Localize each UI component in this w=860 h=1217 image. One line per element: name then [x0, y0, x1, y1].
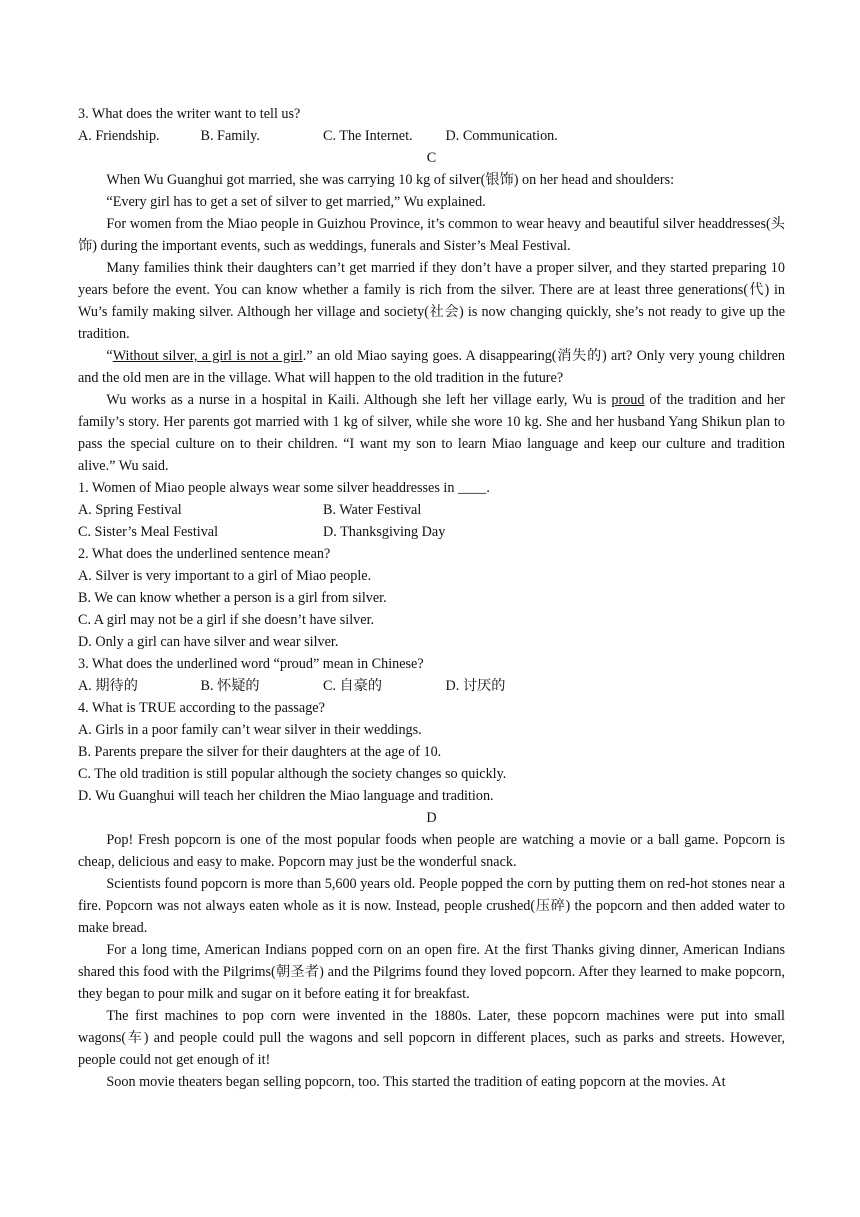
passage-d-paragraph-1: Pop! Fresh popcorn is one of the most popular foods when people are watching a movie or a ball game. Popcorn is cheap, delicious and easy to make. Popcorn may just be the wonderful snack. — [78, 832, 785, 870]
underlined-sentence: Without silver, a girl is not a girl — [112, 348, 303, 364]
passage-d-paragraph-5: Soon movie theaters began selling popcorn, too. This started the tradition of eating popcorn at the movies. At — [106, 1074, 726, 1090]
option-d: D. Only a girl can have silver and wear silver. — [78, 634, 339, 650]
paragraph-text: Wu works as a nurse in a hospital in Kaili. Although she left her village early, Wu is — [106, 392, 612, 408]
option-b: B. 怀疑的 — [200, 678, 260, 694]
option-b: B. We can know whether a person is a girl from silver. — [78, 590, 387, 606]
paragraph-text: of the tradition and her family’s story. Her parents got married with 1 kg of silver, while she wore 10 kg. She and her husband Yang Shikun plan to pass the special culture on to their children. “I want my son to learn Miao language and keep our culture and tradition alive.” Wu said. — [78, 392, 785, 474]
section-heading-c: C — [426, 150, 437, 166]
question-3-options — [78, 675, 785, 697]
option-c: C. A girl may not be a girl if she doesn’t have silver. — [78, 612, 375, 628]
passage-d-paragraph-3: For a long time, American Indians popped corn on an open fire. At the first Thanks giving dinner, American Indians shared this food with the Pilgrims(朝圣者) and the Pilgrims found they loved popcorn. After they learned to make popcorn, they began to pour milk and sugar on it before eating it for breakfast. — [78, 942, 785, 1002]
option-a: A. 期待的 — [78, 678, 138, 694]
option-b: B. Water Festival — [323, 502, 422, 518]
passage-c-paragraph-6 — [78, 389, 785, 477]
passage-c-paragraph-5 — [78, 345, 785, 389]
question-1-options-row-1 — [78, 499, 785, 521]
option-d: D. Wu Guanghui will teach her children the Miao language and tradition. — [78, 788, 494, 804]
question-stem: 3. What does the writer want to tell us? — [78, 106, 301, 122]
passage-c-paragraph-1: When Wu Guanghui got married, she was carrying 10 kg of silver(银饰) on her head and shoulders: — [106, 172, 675, 188]
passage-c-paragraph-3: For women from the Miao people in Guizhou Province, it’s common to wear heavy and beautiful silver headdresses(头饰) during the important events, such as weddings, funerals and Sister’s Meal Festival. — [78, 216, 785, 254]
question-3-stem: 3. What does the underlined word “proud” mean in Chinese? — [78, 656, 424, 672]
question-options — [78, 125, 785, 147]
underlined-word: proud — [611, 392, 645, 408]
option-a: A. Girls in a poor family can’t wear silver in their weddings. — [78, 722, 422, 738]
option-c: C. 自豪的 — [323, 678, 383, 694]
option-a: A. Friendship. — [78, 128, 160, 144]
option-c: C. The old tradition is still popular although the society changes so quickly. — [78, 766, 507, 782]
question-4-stem: 4. What is TRUE according to the passage? — [78, 700, 325, 716]
passage-c-paragraph-4: Many families think their daughters can’t get married if they don’t have a proper silver, and they started preparing 10 years before the event. You can know whether a family is rich from the silver. There are at least three generations(代) in Wu’s family making silver. Although her village and society(社会) is now changing quickly, she’s not ready to give up the tradition. — [78, 260, 785, 342]
option-b: B. Parents prepare the silver for their daughters at the age of 10. — [78, 744, 442, 760]
document-page — [78, 103, 785, 1093]
option-a: A. Spring Festival — [78, 502, 182, 518]
option-c: C. The Internet. — [323, 128, 413, 144]
passage-d-paragraph-2: Scientists found popcorn is more than 5,600 years old. People popped the corn by putting them on red-hot stones near a fire. Popcorn was not always eaten whole as it is now. Instead, people crushed(压碎) the popcorn and then added water to make bread. — [78, 876, 785, 936]
paragraph-text: .” an old Miao saying goes. A disappearing(消失的) art? Only very young children and the old men are in the village. What will happen to the old tradition in the future? — [78, 348, 785, 386]
passage-d-paragraph-4: The first machines to pop corn were invented in the 1880s. Later, these popcorn machines were put into small wagons(车) and people could pull the wagons and sell popcorn in different places, such as parks and streets. However, people could not get enough of it! — [78, 1008, 785, 1068]
question-1-stem: 1. Women of Miao people always wear some silver headdresses in ____. — [78, 480, 490, 496]
option-d: D. 讨厌的 — [445, 678, 506, 694]
option-d: D. Communication. — [445, 128, 558, 144]
option-d: D. Thanksgiving Day — [323, 524, 446, 540]
section-heading-d: D — [426, 810, 437, 826]
option-b: B. Family. — [200, 128, 260, 144]
passage-c-paragraph-2: “Every girl has to get a set of silver to get married,” Wu explained. — [106, 194, 486, 210]
quote-open: “ — [106, 348, 113, 364]
question-1-options-row-2 — [78, 521, 785, 543]
option-c: C. Sister’s Meal Festival — [78, 524, 219, 540]
question-2-stem: 2. What does the underlined sentence mean? — [78, 546, 331, 562]
option-a: A. Silver is very important to a girl of Miao people. — [78, 568, 372, 584]
